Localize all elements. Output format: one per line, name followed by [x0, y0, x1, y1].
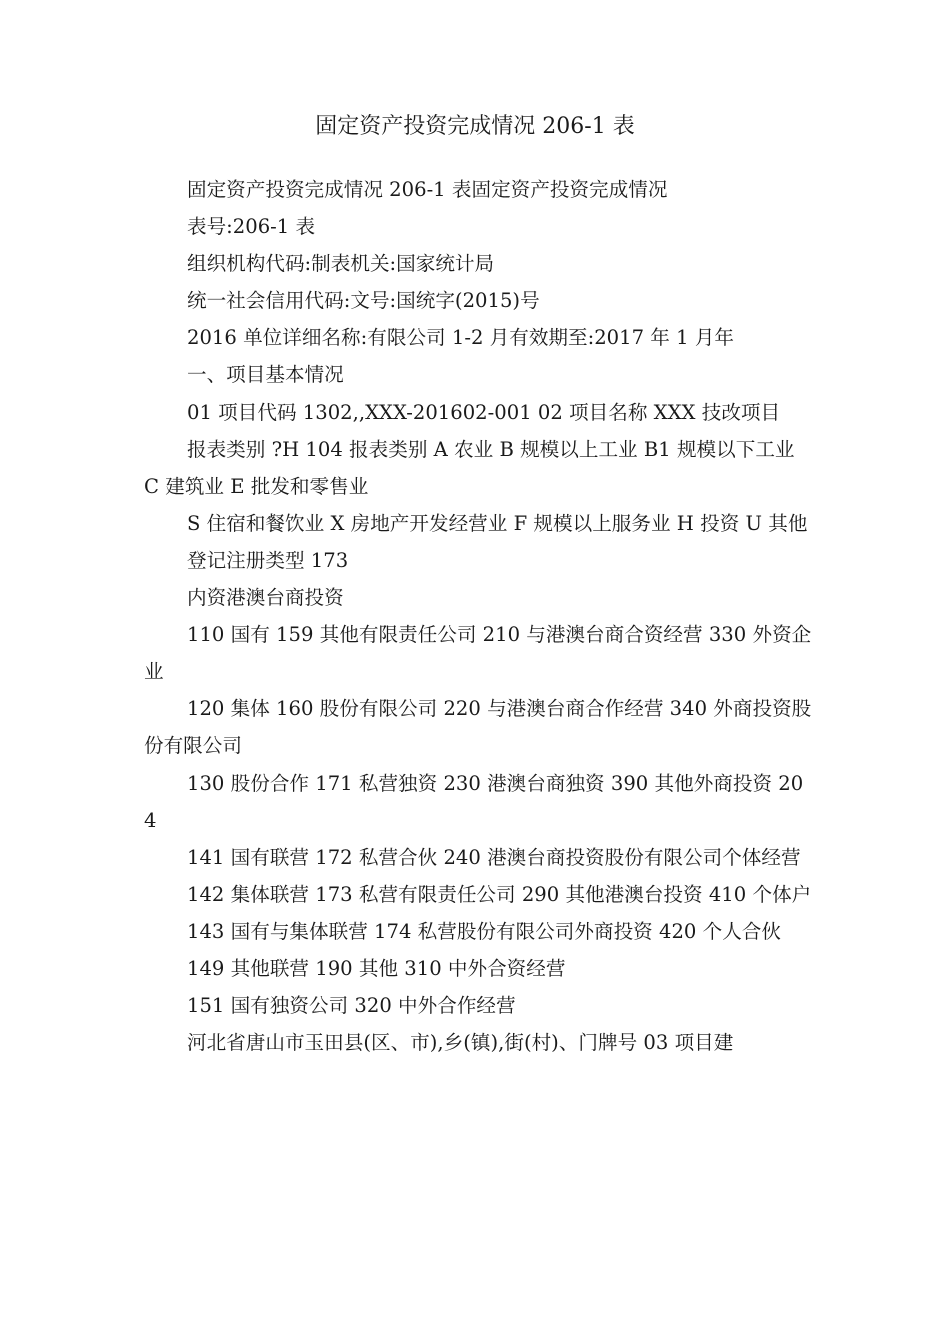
paragraph-code-row-151: 151 国有独资公司 320 中外合作经营: [187, 994, 516, 1018]
paragraph-unit-name: 2016 单位详细名称:有限公司 1-2 月有效期至:2017 年 1 月年: [187, 326, 735, 350]
paragraph-project-code: 01 项目代码 1302,,XXX-201602-001 02 项目名称 XXX 技改项目: [187, 400, 781, 424]
paragraph-code-row-142: 142 集体联营 173 私营有限责任公司 290 其他港澳台投资 410 个体户: [187, 882, 812, 906]
paragraph-credit-code: 统一社会信用代码:文号:国统字(2015)号: [187, 289, 540, 313]
paragraph-code-row-120: 120 集体 160 股份有限公司 220 与港澳台商合作经营 340 外商投资股份有限公司: [144, 697, 812, 758]
paragraph-code-row-130: 130 股份合作 171 私营独资 230 港澳台商独资 390 其他外商投资 204: [144, 771, 804, 832]
paragraph-code-row-110: 110 国有 159 其他有限责任公司 210 与港澳台商合资经营 330 外资企业: [144, 623, 812, 684]
section-heading-basic-info: 一、项目基本情况: [187, 363, 344, 387]
paragraph-code-row-141: 141 国有联营 172 私营合伙 240 港澳台商投资股份有限公司个体经营: [187, 845, 801, 869]
paragraph-intro: 固定资产投资完成情况 206-1 表固定资产投资完成情况: [187, 178, 668, 201]
paragraph-address: 河北省唐山市玉田县(区、市),乡(镇),街(村)、门牌号 03 项目建: [187, 1031, 734, 1055]
paragraph-registration-type: 登记注册类型 173: [187, 548, 349, 572]
paragraph-investment-origin: 内资港澳台商投资: [187, 586, 344, 610]
document-title: 固定资产投资完成情况 206-1 表: [315, 114, 635, 139]
document-body: [144, 171, 812, 1061]
paragraph-form-number: 表号:206-1 表: [187, 215, 316, 239]
paragraph-code-row-149: 149 其他联营 190 其他 310 中外合资经营: [187, 956, 566, 980]
paragraph-code-row-143: 143 国有与集体联营 174 私营股份有限公司外商投资 420 个人合伙: [187, 919, 781, 943]
paragraph-report-category-cont: S 住宿和餐饮业 X 房地产开发经营业 F 规模以上服务业 H 投资 U 其他: [187, 511, 808, 535]
paragraph-report-category: 报表类别 ?H 104 报表类别 A 农业 B 规模以上工业 B1 规模以下工业 C 建筑业 E 批发和零售业: [144, 437, 795, 498]
paragraph-org-code: 组织机构代码:制表机关:国家统计局: [187, 252, 495, 276]
